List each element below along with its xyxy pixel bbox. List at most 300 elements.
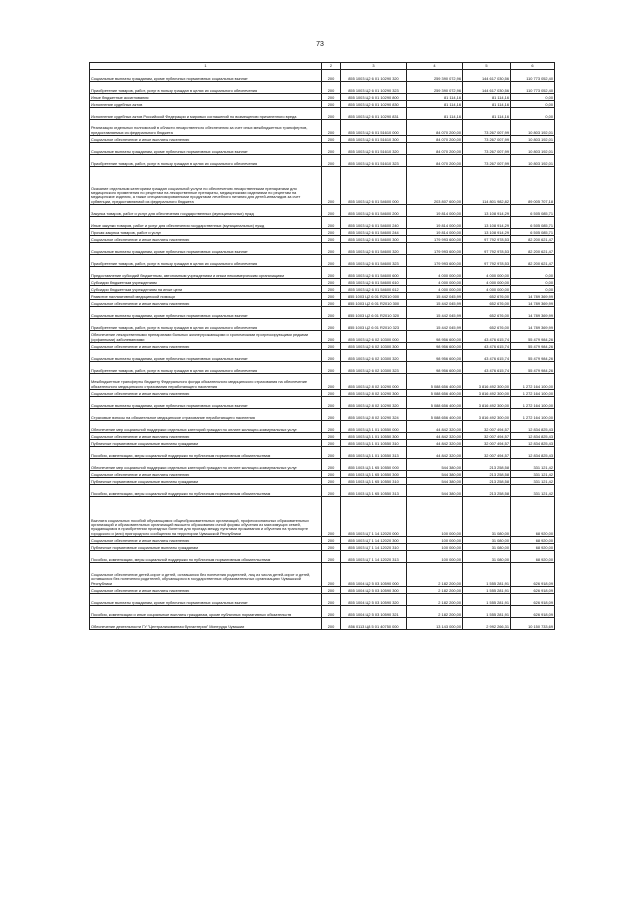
row-description: Социальное обеспечение и иные выплаты населению <box>90 471 322 478</box>
table-row <box>90 279 555 286</box>
row-code: 200 <box>322 440 341 447</box>
column-header: 2 <box>322 63 341 70</box>
row-unexecuted-amount: 110 773 052,40 <box>511 70 555 82</box>
row-unexecuted-amount: 82 200 621,47 <box>511 255 555 267</box>
row-executed-amount: 3 816 492 300,00 <box>463 374 511 390</box>
row-code: 200 <box>322 108 341 120</box>
row-code: 200 <box>322 229 341 236</box>
row-executed-amount: 213 258,58 <box>463 471 511 478</box>
row-classification-code: 855 1003 Ц2 6 01 R2010 323 <box>341 319 407 331</box>
row-unexecuted-amount: 0,00 <box>511 267 555 279</box>
row-executed-amount: 1 555 281,91 <box>463 563 511 587</box>
row-approved-amount: 44 842 320,00 <box>407 447 463 459</box>
row-classification-code: 855 1003 Ц2 6 01 10290 323 <box>341 82 407 94</box>
row-code: 200 <box>322 307 341 319</box>
row-approved-amount: 15 442 045,99 <box>407 319 463 331</box>
row-classification-code: 855 1003 Ц2 6 01 51610 323 <box>341 155 407 167</box>
row-classification-code: 855 1003 Ц2 6 01 54600 323 <box>341 255 407 267</box>
row-executed-amount: 32 007 494,57 <box>463 421 511 433</box>
row-classification-code: 855 1003 Ц7 1 14 12020 310 <box>341 544 407 551</box>
row-code: 200 <box>322 421 341 433</box>
row-executed-amount: 144 617 030,56 <box>463 70 511 82</box>
row-unexecuted-amount: 331 121,42 <box>511 459 555 471</box>
table-row <box>90 447 555 459</box>
row-description: Приобретение товаров, работ, услуг в пользу граждан в целях их социального обеспечения <box>90 155 322 167</box>
header-row <box>90 63 555 70</box>
row-executed-amount: 3 816 492 300,00 <box>463 409 511 421</box>
row-description: Социальное обеспечение и иные выплаты населению <box>90 343 322 350</box>
row-classification-code: 855 1003 Ц2 6 01 54600 300 <box>341 236 407 243</box>
row-description: Реализация отдельных полномочий в области лекарственного обеспечения за счет иных межбюджетных трансфертов, предоставляемых из федерального бюджета <box>90 120 322 136</box>
row-approved-amount: 84 070 200,00 <box>407 155 463 167</box>
row-executed-amount: 97 792 978,53 <box>463 255 511 267</box>
row-description: Социальное обеспечение и иные выплаты населению <box>90 537 322 544</box>
row-executed-amount: 1 555 281,91 <box>463 587 511 594</box>
row-classification-code: 855 1003 Ц3 1 01 10550 313 <box>341 447 407 459</box>
row-unexecuted-amount: 0,00 <box>511 286 555 293</box>
row-unexecuted-amount: 68 920,00 <box>511 497 555 537</box>
row-unexecuted-amount: 626 918,09 <box>511 594 555 606</box>
table-row <box>90 307 555 319</box>
row-executed-amount: 13 108 914,29 <box>463 229 511 236</box>
row-unexecuted-amount: 12 834 825,43 <box>511 447 555 459</box>
row-approved-amount: 19 814 000,00 <box>407 229 463 236</box>
row-executed-amount: 43 476 615,74 <box>463 362 511 374</box>
row-approved-amount: 5 088 656 400,00 <box>407 409 463 421</box>
row-executed-amount: 81 114,16 <box>463 94 511 101</box>
row-unexecuted-amount: 68 920,00 <box>511 551 555 563</box>
row-executed-amount: 4 000 000,00 <box>463 279 511 286</box>
row-description: Социальные выплаты гражданам, кроме публичных нормативных социальных выплат <box>90 70 322 82</box>
column-header: 4 <box>407 63 463 70</box>
row-executed-amount: 43 476 615,74 <box>463 350 511 362</box>
row-code: 200 <box>322 70 341 82</box>
row-code: 200 <box>322 587 341 594</box>
table-row <box>90 433 555 440</box>
row-executed-amount: 213 258,58 <box>463 485 511 497</box>
row-unexecuted-amount: 14 789 369,99 <box>511 300 555 307</box>
row-unexecuted-amount: 55 479 984,26 <box>511 350 555 362</box>
row-unexecuted-amount: 10 803 192,01 <box>511 136 555 143</box>
row-classification-code: 855 1003 Ц2 6 01 R2010 300 <box>341 300 407 307</box>
row-unexecuted-amount: 10 150 733,69 <box>511 618 555 630</box>
table-row <box>90 390 555 397</box>
row-code: 200 <box>322 120 341 136</box>
row-description: Приобретение товаров, работ, услуг в пользу граждан в целях их социального обеспечения <box>90 362 322 374</box>
table-row <box>90 485 555 497</box>
row-classification-code: 855 1003 Ц2 6 02 10300 320 <box>341 350 407 362</box>
row-code: 200 <box>322 343 341 350</box>
row-classification-code: 855 1003 Ц7 1 14 12020 300 <box>341 537 407 544</box>
row-unexecuted-amount: 1 272 164 100,00 <box>511 390 555 397</box>
row-approved-amount: 4 000 000,00 <box>407 279 463 286</box>
row-unexecuted-amount: 626 918,09 <box>511 587 555 594</box>
row-classification-code: 855 1003 Ц2 6 01 54600 610 <box>341 279 407 286</box>
row-description: Оказание отдельным категориям граждан социальной услуги по обеспечению лекарственными препаратами для медицинского применения по рецептам на лекарственные препараты, медицинскими изделиями по рецептам на медицинские изделия, а также специализированными продуктами лечебного питания для детей-инвалидов за счет субвенции, предоставляемой из федерального бюджета <box>90 167 322 205</box>
row-code: 200 <box>322 255 341 267</box>
row-classification-code: 855 1004 Ц2 5 03 10590 000 <box>341 563 407 587</box>
table-row <box>90 319 555 331</box>
row-description: Приобретение товаров, работ, услуг в пользу граждан в целях их социального обеспечения <box>90 255 322 267</box>
row-description: Обеспечение мер социальной поддержки отдельных категорий граждан по оплате жилищно-коммунальных услуг <box>90 459 322 471</box>
table-row <box>90 70 555 82</box>
row-executed-amount: 13 108 914,29 <box>463 205 511 217</box>
table-row <box>90 101 555 108</box>
table-row <box>90 286 555 293</box>
row-code: 200 <box>322 143 341 155</box>
row-approved-amount: 2 182 200,00 <box>407 594 463 606</box>
row-executed-amount: 73 267 007,99 <box>463 120 511 136</box>
row-approved-amount: 544 380,00 <box>407 478 463 485</box>
row-executed-amount: 4 000 000,00 <box>463 286 511 293</box>
row-unexecuted-amount: 0,00 <box>511 279 555 286</box>
row-classification-code: 855 1003 Ц2 6 02 10300 300 <box>341 343 407 350</box>
row-unexecuted-amount: 14 789 369,99 <box>511 293 555 300</box>
row-code: 200 <box>322 563 341 587</box>
row-description: Обеспечение деятельности ГУ "Централизованная бухгалтерия" Минтруда Чувашии <box>90 618 322 630</box>
row-executed-amount: 73 267 007,99 <box>463 136 511 143</box>
row-classification-code: 855 1003 Ц2 6 01 54600 612 <box>341 286 407 293</box>
row-classification-code: 855 1003 Ц2 6 01 10290 830 <box>341 101 407 108</box>
row-description: Социальное обеспечение и иные выплаты населению <box>90 390 322 397</box>
row-executed-amount: 97 792 978,53 <box>463 236 511 243</box>
row-classification-code: 855 1003 Ц3 1 01 10550 000 <box>341 421 407 433</box>
table-row <box>90 331 555 343</box>
row-approved-amount: 544 380,00 <box>407 485 463 497</box>
row-description: Иные бюджетные ассигнования <box>90 94 322 101</box>
row-approved-amount: 2 182 200,00 <box>407 563 463 587</box>
row-executed-amount: 2 992 266,31 <box>463 618 511 630</box>
row-classification-code: 855 1003 Ц2 6 01 10290 800 <box>341 94 407 101</box>
table-row <box>90 587 555 594</box>
row-code: 200 <box>322 167 341 205</box>
row-classification-code: 855 1004 Ц2 5 03 10590 321 <box>341 606 407 618</box>
row-executed-amount: 73 267 007,99 <box>463 155 511 167</box>
row-code: 200 <box>322 293 341 300</box>
table-row <box>90 397 555 409</box>
row-executed-amount: 31 080,00 <box>463 544 511 551</box>
row-unexecuted-amount: 6 505 085,71 <box>511 229 555 236</box>
table-row <box>90 94 555 101</box>
table-row <box>90 205 555 217</box>
row-classification-code: 855 1003 Ц2 6 01 51610 300 <box>341 136 407 143</box>
row-code: 200 <box>322 551 341 563</box>
row-approved-amount: 98 956 600,00 <box>407 350 463 362</box>
row-description: Закупка товаров, работ и услуг для обеспечения государственных (муниципальных) нужд <box>90 205 322 217</box>
row-code: 200 <box>322 136 341 143</box>
row-executed-amount: 3 816 492 300,00 <box>463 390 511 397</box>
row-unexecuted-amount: 55 479 984,26 <box>511 362 555 374</box>
row-executed-amount: 3 816 492 300,00 <box>463 397 511 409</box>
row-description: Социальные выплаты гражданам, кроме публичных нормативных социальных выплат <box>90 243 322 255</box>
row-classification-code: 855 1003 Ц2 6 01 R2010 000 <box>341 293 407 300</box>
row-description: Пособия, компенсации, меры социальной поддержки по публичным нормативным обязательствам <box>90 551 322 563</box>
row-description: Пособия, компенсации, меры социальной поддержки по публичным нормативным обязательствам <box>90 447 322 459</box>
row-code: 200 <box>322 471 341 478</box>
row-unexecuted-amount: 10 803 192,01 <box>511 120 555 136</box>
table-row <box>90 563 555 587</box>
table-row <box>90 594 555 606</box>
row-classification-code: 855 1003 Ц2 6 01 R2010 320 <box>341 307 407 319</box>
row-approved-amount: 98 956 600,00 <box>407 331 463 343</box>
row-code: 200 <box>322 618 341 630</box>
row-classification-code: 855 1003 Ц7 1 14 12020 000 <box>341 497 407 537</box>
row-approved-amount: 4 000 000,00 <box>407 286 463 293</box>
table-row <box>90 229 555 236</box>
row-approved-amount: 4 000 000,00 <box>407 267 463 279</box>
row-description: Социальные выплаты гражданам, кроме публичных нормативных социальных выплат <box>90 350 322 362</box>
row-classification-code: 855 1003 Ц3 1 01 10550 300 <box>341 433 407 440</box>
row-description: Иные закупки товаров, работ и услуг для обеспечения государственных (муниципальных) нужд <box>90 217 322 229</box>
row-classification-code: 855 1003 Ц2 6 02 10300 000 <box>341 331 407 343</box>
row-code: 200 <box>322 236 341 243</box>
table-row <box>90 143 555 155</box>
row-approved-amount: 2 182 200,00 <box>407 587 463 594</box>
row-description: Обеспечение лекарственными препаратами больных жизнеугрожающими и хроническими прогрессирующими редкими (орфанными) заболеваниями <box>90 331 322 343</box>
row-unexecuted-amount: 55 479 984,26 <box>511 331 555 343</box>
row-classification-code: 855 1003 Ц2 6 01 10290 320 <box>341 70 407 82</box>
row-classification-code: 855 1003 Ц2 6 01 51610 320 <box>341 143 407 155</box>
table-row <box>90 497 555 537</box>
row-classification-code: 855 1004 Ц2 5 03 10590 300 <box>341 587 407 594</box>
row-executed-amount: 213 258,58 <box>463 478 511 485</box>
row-code: 200 <box>322 205 341 217</box>
row-code: 200 <box>322 544 341 551</box>
row-approved-amount: 98 956 600,00 <box>407 343 463 350</box>
row-executed-amount: 213 258,58 <box>463 459 511 471</box>
row-unexecuted-amount: 89 005 707,18 <box>511 167 555 205</box>
row-description: Социальное обеспечение и иные выплаты населению <box>90 587 322 594</box>
table-row <box>90 120 555 136</box>
table-row <box>90 537 555 544</box>
table-row <box>90 243 555 255</box>
row-code: 200 <box>322 279 341 286</box>
row-classification-code: 855 1003 Ц2 8 02 10290 324 <box>341 409 407 421</box>
column-header: 1 <box>90 63 322 70</box>
table-row <box>90 236 555 243</box>
row-approved-amount: 100 000,00 <box>407 537 463 544</box>
row-classification-code: 855 1003 Ц7 1 14 12020 313 <box>341 551 407 563</box>
row-classification-code: 855 1003 Ц2 6 01 51610 000 <box>341 120 407 136</box>
row-classification-code: 855 1003 Ц2 8 02 10290 000 <box>341 374 407 390</box>
table-row <box>90 362 555 374</box>
row-executed-amount: 652 676,00 <box>463 319 511 331</box>
row-description: Публичные нормативные социальные выплаты гражданам <box>90 440 322 447</box>
row-executed-amount: 32 007 494,57 <box>463 440 511 447</box>
row-code: 200 <box>322 101 341 108</box>
budget-table <box>89 62 555 630</box>
table-row <box>90 155 555 167</box>
row-unexecuted-amount: 1 272 164 100,00 <box>511 374 555 390</box>
row-classification-code: 855 1003 Ц2 6 01 54600 240 <box>341 217 407 229</box>
row-executed-amount: 144 617 030,56 <box>463 82 511 94</box>
row-description: Социальные выплаты гражданам, кроме публичных нормативных социальных выплат <box>90 143 322 155</box>
row-executed-amount: 31 080,00 <box>463 537 511 544</box>
row-approved-amount: 44 842 320,00 <box>407 440 463 447</box>
row-classification-code: 855 1003 Ц2 6 01 54600 320 <box>341 243 407 255</box>
table-row <box>90 300 555 307</box>
row-approved-amount: 259 390 072,96 <box>407 70 463 82</box>
row-classification-code: 855 1003 Ц3 1 К5 10550 000 <box>341 459 407 471</box>
row-unexecuted-amount: 0,00 <box>511 108 555 120</box>
row-approved-amount: 100 000,00 <box>407 497 463 537</box>
row-code: 200 <box>322 362 341 374</box>
row-classification-code: 855 1003 Ц2 6 02 10300 323 <box>341 362 407 374</box>
row-code: 200 <box>322 606 341 618</box>
row-description: Субсидии бюджетным учреждениям <box>90 279 322 286</box>
row-approved-amount: 81 114,16 <box>407 108 463 120</box>
row-executed-amount: 13 108 914,29 <box>463 217 511 229</box>
row-classification-code: 855 1004 Ц2 5 03 10590 320 <box>341 594 407 606</box>
row-classification-code: 855 1003 Ц2 6 01 54600 200 <box>341 205 407 217</box>
row-unexecuted-amount: 1 272 164 100,00 <box>511 409 555 421</box>
row-code: 200 <box>322 433 341 440</box>
row-executed-amount: 43 476 615,74 <box>463 343 511 350</box>
table-row <box>90 167 555 205</box>
row-approved-amount: 100 000,00 <box>407 544 463 551</box>
row-code: 200 <box>322 155 341 167</box>
row-approved-amount: 84 070 200,00 <box>407 136 463 143</box>
row-classification-code: 855 1003 Ц2 6 01 54600 600 <box>341 267 407 279</box>
row-approved-amount: 179 993 600,00 <box>407 243 463 255</box>
row-unexecuted-amount: 0,00 <box>511 94 555 101</box>
row-code: 200 <box>322 447 341 459</box>
row-unexecuted-amount: 82 200 621,47 <box>511 243 555 255</box>
page-number: 73 <box>316 41 324 48</box>
row-code: 200 <box>322 409 341 421</box>
row-code: 200 <box>322 243 341 255</box>
row-approved-amount: 44 842 320,00 <box>407 433 463 440</box>
table-row <box>90 136 555 143</box>
row-unexecuted-amount: 12 834 825,43 <box>511 421 555 433</box>
row-unexecuted-amount: 10 803 192,01 <box>511 143 555 155</box>
row-unexecuted-amount: 14 789 369,99 <box>511 307 555 319</box>
row-code: 200 <box>322 537 341 544</box>
row-unexecuted-amount: 12 834 825,43 <box>511 433 555 440</box>
row-executed-amount: 652 676,00 <box>463 293 511 300</box>
row-approved-amount: 98 956 600,00 <box>407 362 463 374</box>
row-description: Социальные выплаты гражданам, кроме публичных нормативных социальных выплат <box>90 307 322 319</box>
row-unexecuted-amount: 331 121,42 <box>511 471 555 478</box>
row-executed-amount: 32 007 494,57 <box>463 433 511 440</box>
row-unexecuted-amount: 626 918,09 <box>511 563 555 587</box>
row-code: 200 <box>322 319 341 331</box>
row-description: Публичные нормативные социальные выплаты гражданам <box>90 478 322 485</box>
row-description: Исполнение судебных актов Российской Федерации и мировых соглашений по возмещению причиненного вреда <box>90 108 322 120</box>
row-approved-amount: 544 380,00 <box>407 459 463 471</box>
row-approved-amount: 203 807 600,00 <box>407 167 463 205</box>
row-description: Пособия, компенсации и иные социальные выплаты гражданам, кроме публичных нормативных обязательств <box>90 606 322 618</box>
table-row <box>90 217 555 229</box>
table-row <box>90 478 555 485</box>
row-executed-amount: 81 114,16 <box>463 101 511 108</box>
row-classification-code: 855 1003 Ц2 6 01 10290 831 <box>341 108 407 120</box>
row-unexecuted-amount: 1 272 164 100,00 <box>511 397 555 409</box>
row-approved-amount: 179 993 600,00 <box>407 236 463 243</box>
row-code: 200 <box>322 82 341 94</box>
row-unexecuted-amount: 14 789 369,99 <box>511 319 555 331</box>
row-executed-amount: 4 000 000,00 <box>463 267 511 279</box>
row-description: Субсидии бюджетным учреждениям на иные цели <box>90 286 322 293</box>
row-unexecuted-amount: 10 803 192,01 <box>511 155 555 167</box>
row-code: 200 <box>322 497 341 537</box>
row-approved-amount: 84 070 200,00 <box>407 120 463 136</box>
row-executed-amount: 97 792 978,53 <box>463 243 511 255</box>
row-approved-amount: 81 114,16 <box>407 101 463 108</box>
row-description: Пособия, компенсации, меры социальной поддержки по публичным нормативным обязательствам <box>90 485 322 497</box>
row-unexecuted-amount: 55 479 984,26 <box>511 343 555 350</box>
row-executed-amount: 43 476 615,74 <box>463 331 511 343</box>
row-classification-code: 855 1003 Ц3 1 К5 10550 313 <box>341 485 407 497</box>
row-classification-code: 855 1003 Ц3 1 К5 10550 310 <box>341 478 407 485</box>
row-approved-amount: 84 070 200,00 <box>407 143 463 155</box>
row-code: 200 <box>322 374 341 390</box>
row-unexecuted-amount: 626 918,09 <box>511 606 555 618</box>
row-executed-amount: 652 676,00 <box>463 307 511 319</box>
row-executed-amount: 32 007 494,57 <box>463 447 511 459</box>
row-approved-amount: 5 088 656 400,00 <box>407 390 463 397</box>
row-unexecuted-amount: 6 505 085,71 <box>511 217 555 229</box>
row-unexecuted-amount: 110 773 052,40 <box>511 82 555 94</box>
table-row <box>90 618 555 630</box>
row-description: Прочая закупка товаров, работ и услуг <box>90 229 322 236</box>
table-body <box>90 70 555 630</box>
row-unexecuted-amount: 6 505 085,71 <box>511 205 555 217</box>
row-code: 200 <box>322 350 341 362</box>
column-header: 3 <box>341 63 407 70</box>
row-description: Предоставление субсидий бюджетным, автономным учреждениям и иным некоммерческим организациям <box>90 267 322 279</box>
table-row <box>90 471 555 478</box>
table-row <box>90 421 555 433</box>
row-description: Выплата социальных пособий обучающимся общеобразовательных организаций, профессиональных образовательных организаций и образовательных организаций высшего образования очной формы обучения из малоимущих семей, нуждающимся в приобретении проездных билетов для проезда между пунктами проживания и обучения на транспорте городского и (или) пригородного сообщения на территории Чувашской Республики <box>90 497 322 537</box>
row-code: 200 <box>322 485 341 497</box>
row-approved-amount: 259 390 072,96 <box>407 82 463 94</box>
row-description: Межбюджетные трансферты бюджету Федерального фонда обязательного медицинского страхования на обеспечение обязательного медицинского страхования неработающего населения <box>90 374 322 390</box>
row-code: 200 <box>322 594 341 606</box>
row-code: 200 <box>322 286 341 293</box>
row-unexecuted-amount: 12 834 825,43 <box>511 440 555 447</box>
row-description: Социальное обеспечение и иные выплаты населению <box>90 236 322 243</box>
row-description: Страховые взносы на обязательное медицинское страхование неработающего населения <box>90 409 322 421</box>
row-approved-amount: 15 442 045,99 <box>407 307 463 319</box>
row-approved-amount: 13 143 000,00 <box>407 618 463 630</box>
row-unexecuted-amount: 82 200 621,47 <box>511 236 555 243</box>
column-header: 6 <box>511 63 555 70</box>
row-description: Социальное обеспечение детей-сирот и детей, оставшихся без попечения родителей, лиц из числа детей-сирот и детей, оставшихся без попечения родителей, обучающихся в государственных образовательных организациях Чувашской Республики <box>90 563 322 587</box>
row-code: 200 <box>322 459 341 471</box>
row-approved-amount: 2 182 200,00 <box>407 606 463 618</box>
row-executed-amount: 31 080,00 <box>463 497 511 537</box>
row-approved-amount: 15 442 045,99 <box>407 300 463 307</box>
row-unexecuted-amount: 331 121,42 <box>511 485 555 497</box>
table-row <box>90 343 555 350</box>
row-code: 200 <box>322 390 341 397</box>
column-header: 5 <box>463 63 511 70</box>
row-code: 200 <box>322 300 341 307</box>
row-unexecuted-amount: 331 121,42 <box>511 478 555 485</box>
row-executed-amount: 114 801 982,82 <box>463 167 511 205</box>
row-description: Социальное обеспечение и иные выплаты населению <box>90 300 322 307</box>
row-classification-code: 855 1003 Ц3 1 К5 10550 300 <box>341 471 407 478</box>
table-row <box>90 267 555 279</box>
row-unexecuted-amount: 68 920,00 <box>511 537 555 544</box>
row-classification-code: 856 0113 Ц8 5 01 40750 000 <box>341 618 407 630</box>
table-row <box>90 459 555 471</box>
row-description: Исполнение судебных актов <box>90 101 322 108</box>
row-executed-amount: 1 555 281,91 <box>463 606 511 618</box>
row-executed-amount: 31 080,00 <box>463 551 511 563</box>
row-approved-amount: 44 842 320,00 <box>407 421 463 433</box>
